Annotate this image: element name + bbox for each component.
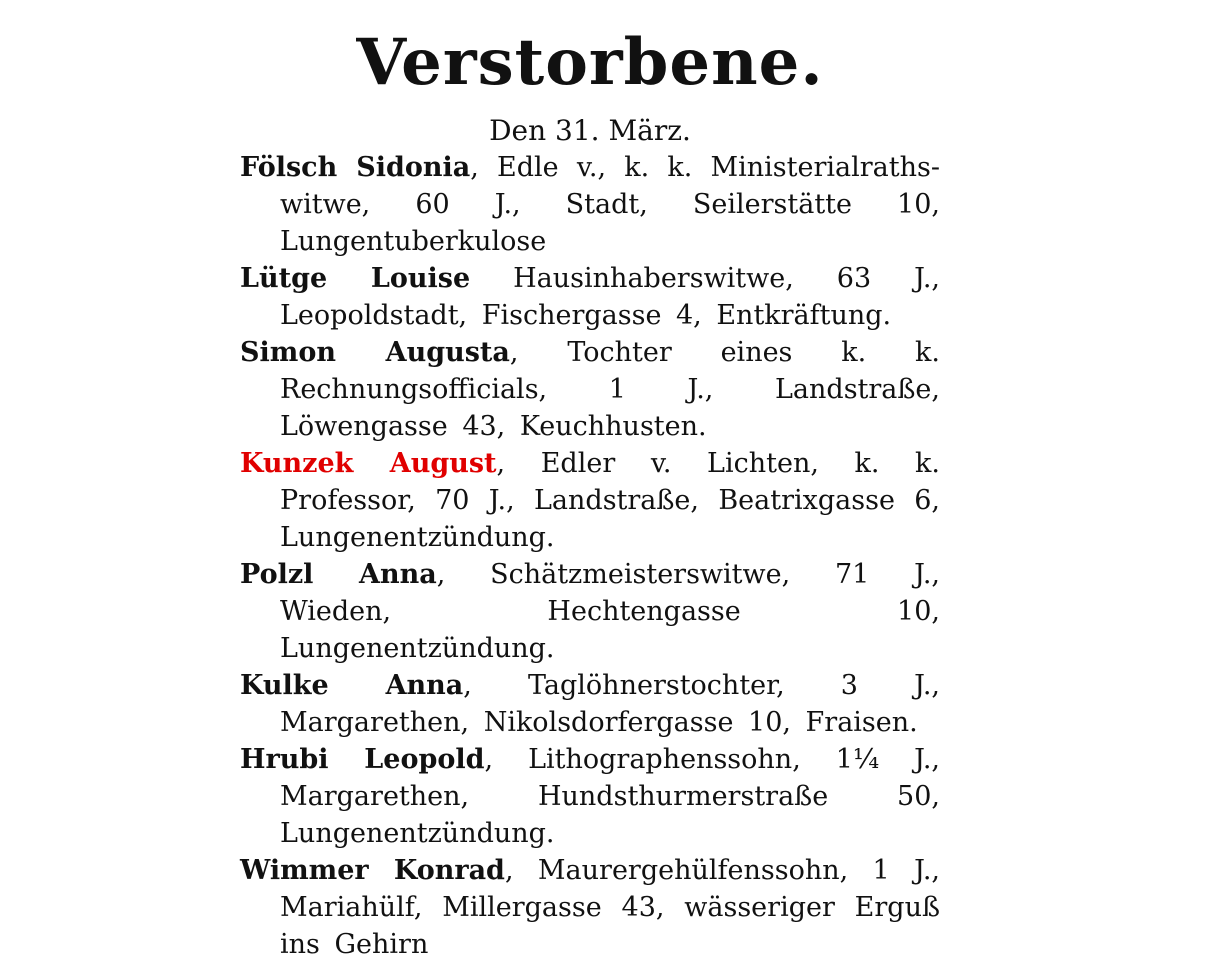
death-notice-entry [240, 334, 940, 445]
death-notice-entry [240, 445, 940, 556]
death-notice-entry [240, 556, 940, 667]
date-line: Den 31. März. [489, 114, 691, 147]
deceased-name: Polzl Anna [240, 559, 437, 590]
deceased-name: Lütge Louise [240, 263, 471, 294]
entry-details: , Schätzmeisterswitwe, 71 J., Wieden, Hechtengasse 10, Lungenentzündung. [280, 559, 940, 664]
death-notice-entry [240, 260, 940, 334]
death-notice-list [240, 149, 940, 963]
entry-details: , Edle v., k. k. Ministerialrathswitwe, 60 J., Stadt, Seilerstätte 10, Lungentuberkulose [280, 152, 940, 257]
death-notice-entry [240, 667, 940, 741]
entry-details: , Maurergehülfenssohn, 1 J., Mariahülf, Millergasse 43, wässeriger Erguß ins Gehirn [280, 855, 940, 960]
deceased-name: Hrubi Leopold [240, 744, 485, 775]
entry-details: , Taglöhnerstochter, 3 J., Margarethen, Nikolsdorfergasse 10, Fraisen. [280, 670, 940, 738]
section-title: Verstorbene. [356, 25, 824, 100]
death-notice-entry [240, 149, 940, 260]
entry-details: Hausinhaberswitwe, 63 J., Leopoldstadt, Fischergasse 4, Entkräftung. [280, 263, 940, 331]
entry-details: , Tochter eines k. k. Rechnungsofficials, 1 J., Landstraße, Löwengasse 43, Keuchhusten. [280, 337, 940, 442]
entry-details: , Edler v. Lichten, k. k. Professor, 70 J., Landstraße, Beatrixgasse 6, Lungenentzündung. [280, 448, 941, 553]
deceased-name: Simon Augusta [240, 337, 510, 368]
deceased-name: Kulke Anna [240, 670, 464, 701]
entry-details: , Lithographenssohn, 1¼ J., Margarethen, Hundsthurmerstraße 50, Lungenentzündung. [280, 744, 940, 849]
deceased-name: Wimmer Konrad [240, 855, 505, 886]
deceased-name: Fölsch Sidonia [240, 152, 471, 183]
death-notice-entry [240, 741, 940, 852]
deceased-name-highlighted: Kunzek August [240, 448, 497, 479]
newspaper-column [240, 20, 940, 963]
death-notice-entry [240, 852, 940, 963]
